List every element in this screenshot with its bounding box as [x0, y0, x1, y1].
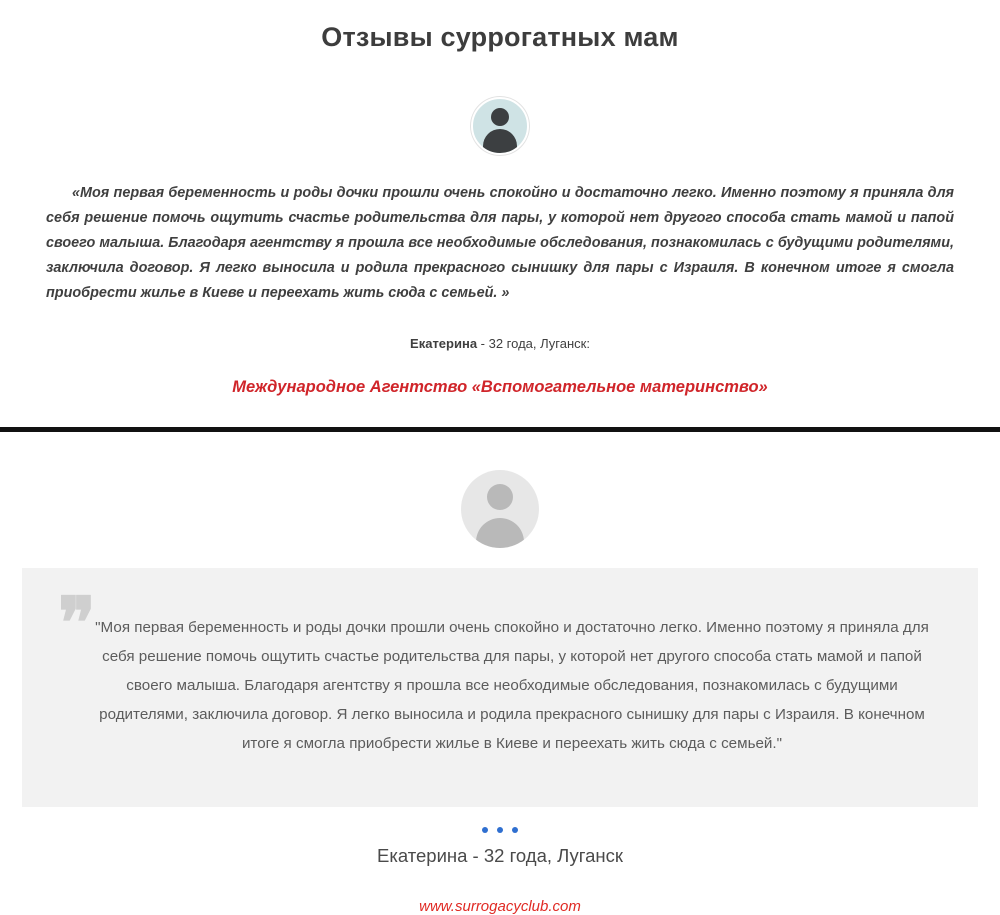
avatar-body-shape [483, 129, 517, 155]
avatar-head-shape [491, 108, 509, 126]
avatar-body-shape [476, 518, 524, 548]
carousel-dot-2[interactable] [497, 827, 503, 833]
testimonial-card [22, 568, 978, 807]
testimonial-top-section [0, 0, 1000, 432]
author-meta: - 32 года, Луганск: [477, 336, 590, 351]
user-avatar-icon [461, 470, 539, 548]
quote-mark-icon: ❞ [58, 586, 96, 663]
page-title: Отзывы суррогатных мам [321, 22, 679, 52]
testimonial-author-top [0, 336, 1000, 351]
carousel-dot-1[interactable] [482, 827, 488, 833]
avatar-bottom-wrapper [22, 470, 978, 548]
testimonial-bottom-section [0, 432, 1000, 915]
carousel-dots[interactable] [22, 827, 978, 833]
testimonial-quote-top: «Моя первая беременность и роды дочки прошли очень спокойно и достаточно легко. Именно поэтому я приняла для себя решение помочь ощутить счастье родительства для пары, у которой нет другого способа стать мамой и папой своего малыша. Благодаря агентству я прошла все необходимые обследования, познакомилась с будущими родителями, заключила договор. Я легко выносила и родила прекрасного сынишку для пары с Израиля. В конечном итоге я смогла приобрести жилье в Киеве и переехать жить сюда с семьей. » [46, 185, 954, 301]
carousel-dot-3[interactable] [512, 827, 518, 833]
avatar-head-shape [487, 484, 513, 510]
avatar-top-wrapper [0, 97, 1000, 155]
testimonial-author-bottom: Екатерина - 32 года, Луганск [377, 845, 623, 867]
author-name: Екатерина [410, 336, 478, 351]
website-url[interactable]: www.surrogacyclub.com [419, 898, 581, 915]
testimonial-quote-bottom: "Моя первая беременность и роды дочки прошли очень спокойно и достаточно легко. Именно поэтому я приняла для себя решение помочь ощутить счастье родительства для пары, у которой нет другого способа стать мамой и папой своего малыша. Благодаря агентству я прошла все необходимые обследования, познакомилась с будущими родителями, заключила договор. Я легко выносила и родила прекрасного сынишку для пары с Израиля. В конечном итоге я смогла приобрести жилье в Киеве и переехать жить сюда с семьей." [95, 619, 929, 753]
user-avatar-icon [471, 97, 529, 155]
agency-name: Международное Агентство «Вспомогательное материнство» [232, 378, 768, 396]
